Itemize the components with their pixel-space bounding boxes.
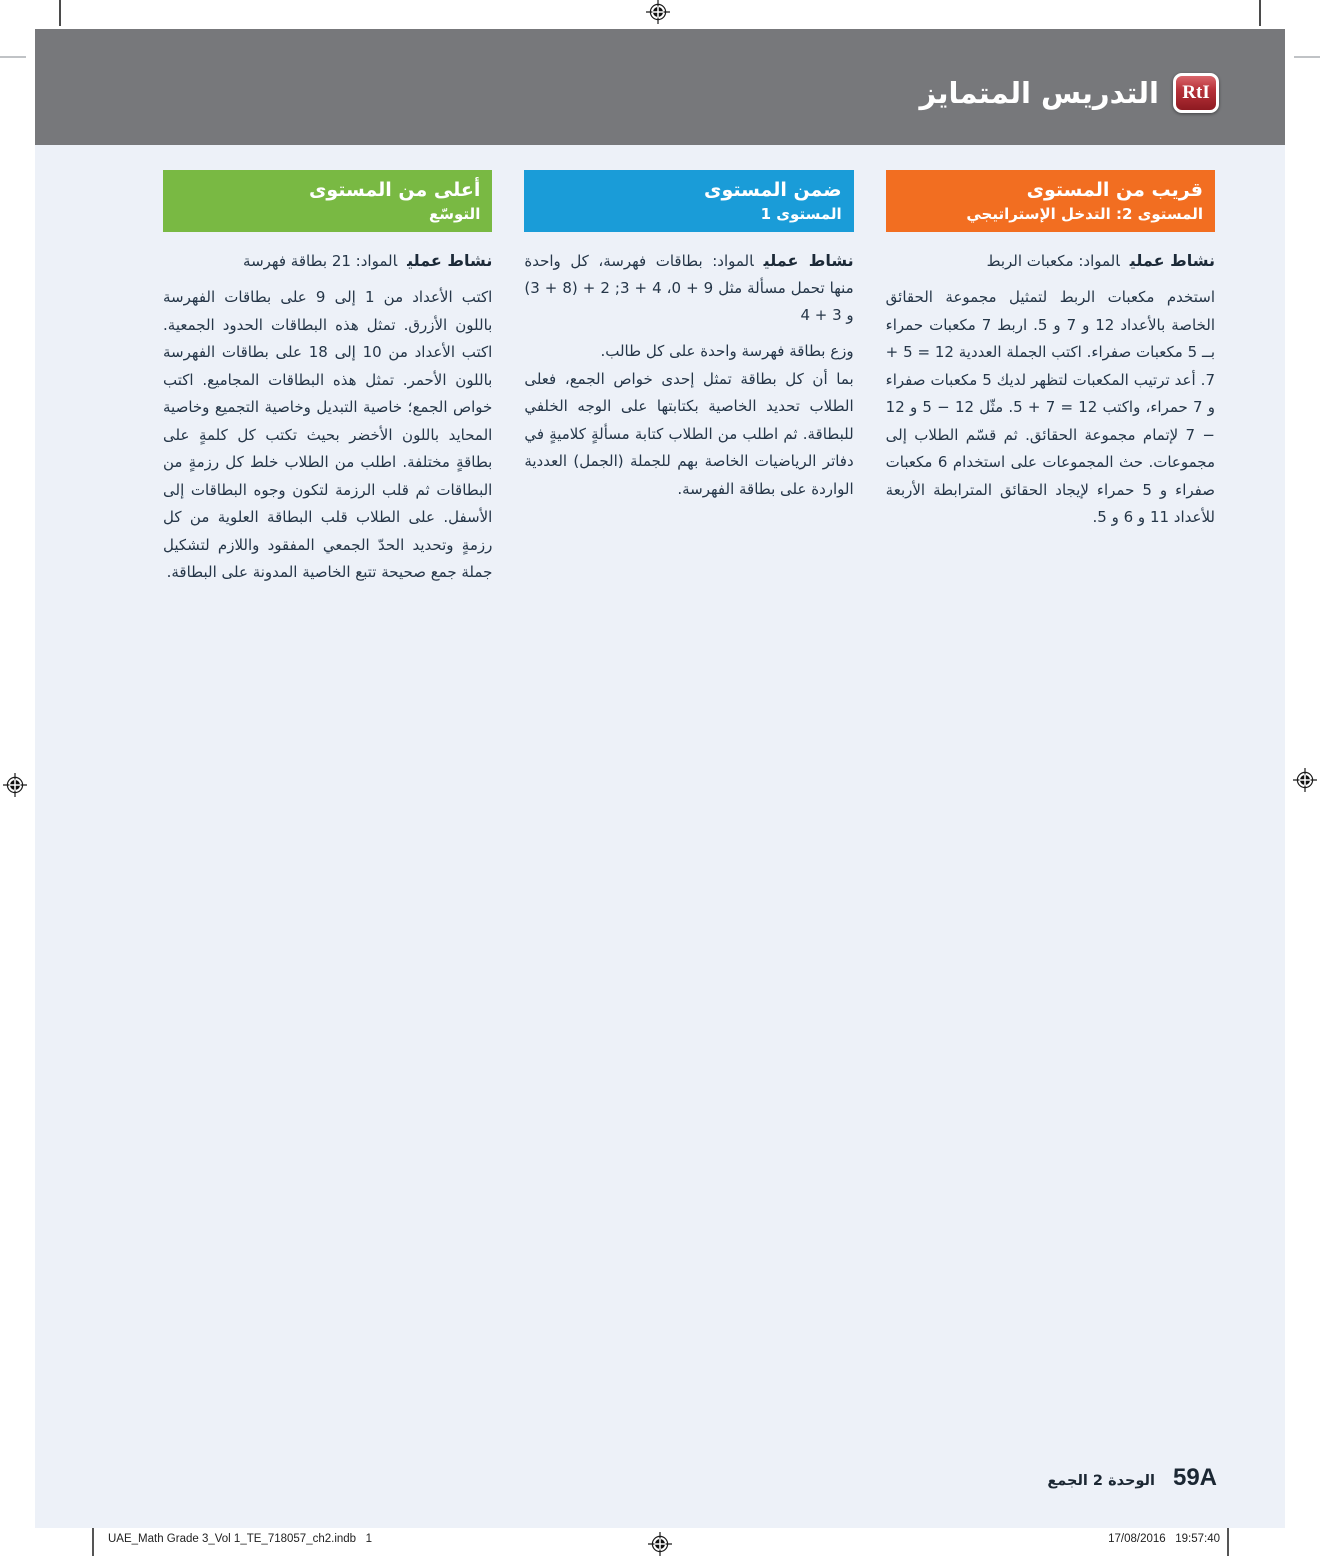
activity-label: نشاط عملي [407, 251, 493, 270]
page-number: 59A [1172, 1464, 1217, 1491]
column-title: ضمن المستوى [704, 179, 842, 201]
materials-text: المواد: مكعبات الربط [986, 252, 1120, 270]
column-subtitle: المستوى 2: التدخل الإستراتيجي [966, 205, 1203, 223]
activity-paragraph: اكتب الأعداد من 1 إلى 9 على بطاقات الفهرسة باللون الأزرق. تمثل هذه البطاقات الحدود الجمعية. اكتب الأعداد من 10 إلى 18 على بطاقات الفهرسة باللون الأحمر. تمثل هذه البطاقات المجاميع. اكتب خواص الجمع؛ خاصية التبديل وخاصية التجميع وخاصية المحايد باللون الأخضر بحيث تكتب كل كلمةٍ على بطاقةٍ مختلفة. اطلب من الطلاب خلط كل رزمةٍ من البطاقات ثم قلب الرزمة لتكون وجوه البطاقات إلى الأسفل. على الطلاب قلب البطاقة العلوية من كل رزمةٍ وتحديد الحدّ الجمعي المفقود واللازم لتشكيل جملة جمع صحيحة تتبع الخاصية المدونة على البطاقة. [163, 288, 493, 581]
column-title: أعلى من المستوى [308, 179, 481, 201]
activity-label: نشاط عملي [763, 251, 854, 270]
materials-text: المواد: بطاقات فهرسة، كل واحدة منها تحمل مسألة مثل 9 + 0، 4 + 3; 2 + (8 + 3) و 3 + 4 [524, 252, 854, 324]
crop-mark [1294, 56, 1320, 58]
activity-paragraph: وزع بطاقة فهرسة واحدة على كل طالب. [600, 342, 854, 360]
column-subtitle: المستوى 1 [760, 205, 842, 223]
materials-text: المواد: 21 بطاقة فهرسة [243, 252, 398, 270]
crop-mark [1259, 0, 1261, 26]
column-header [524, 170, 853, 232]
page-background [35, 145, 1285, 1528]
column-above-level [163, 170, 492, 587]
page-title: التدريس المتمايز [919, 76, 1159, 110]
activity-paragraph: استخدم مكعبات الربط لتمثيل مجموعة الحقائق الخاصة بالأعداد 12 و 7 و 5. اربط 7 مكعبات حمراء بــ 5 مكعبات صفراء. اكتب الجملة العددية 12 = 5 + 7. أعد ترتيب المكعبات لتظهر لديك 5 مكعبات صفراء و 7 حمراء، واكتب 12 = 7 + 5. مثّل 12 − 5 و 12 − 7 لإتمام مجموعة الحقائق. ثم قسّم الطلاب إلى مجموعات. حث المجموعات على استخدام 6 مكعبات صفراء و 5 حمراء لإيجاد الحقائق المترابطة الأربعة للأعداد 11 و 6 و 5. [885, 288, 1216, 526]
crop-mark [0, 56, 26, 58]
registration-mark-icon [3, 773, 27, 797]
header-band [35, 29, 1285, 145]
footer-timestamp: 17/08/2016 19:57:40 [1108, 1533, 1220, 1545]
activity-label: نشاط عملي [1129, 251, 1215, 270]
column-subtitle: التوسّع [429, 205, 481, 223]
column-near-level [886, 170, 1215, 587]
activity-paragraph: بما أن كل بطاقة تمثل إحدى خواص الجمع، فعلى الطلاب تحديد الخاصية بكتابتها على الوجه الخلفي للبطاقة. ثم اطلب من الطلاب كتابة مسألةٍ كلاميةٍ في دفاتر الرياضيات الخاصة بهم للجملة (الجمل) العددية الواردة على بطاقة الفهرسة. [524, 369, 854, 498]
unit-label: الوحدة 2 الجمع [1047, 1473, 1155, 1489]
column-header [163, 170, 492, 232]
column-on-level [524, 170, 853, 587]
column-header [886, 170, 1215, 232]
materials-line [886, 247, 1215, 275]
materials-line [163, 247, 492, 275]
registration-mark-icon [648, 1532, 672, 1556]
footer-filename: UAE_Math Grade 3_Vol 1_TE_718057_ch2.indb 1 [108, 1533, 373, 1545]
page-footer-line [1047, 1464, 1217, 1492]
registration-mark-icon [1293, 768, 1317, 792]
header-title-group [920, 73, 1219, 113]
registration-mark-icon [646, 0, 670, 24]
materials-line [524, 247, 853, 329]
crop-mark [59, 0, 61, 26]
rti-badge: RtI [1173, 73, 1219, 113]
level-columns [163, 170, 1215, 587]
column-title: قريب من المستوى [1026, 179, 1203, 201]
